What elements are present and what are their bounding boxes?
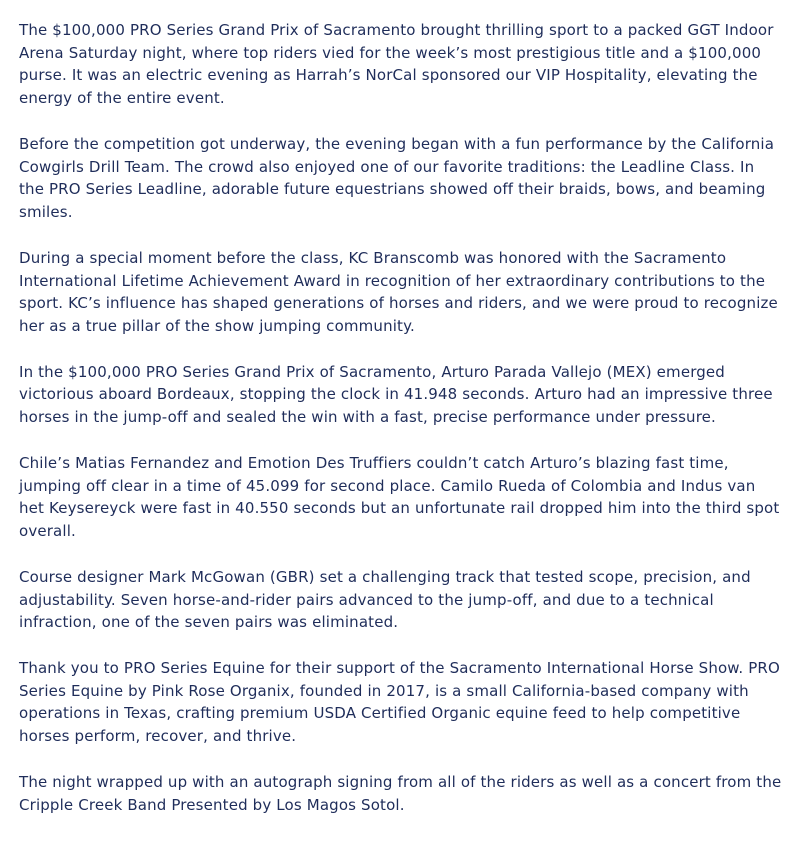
paragraph-winner: In the $100,000 PRO Series Grand Prix of Sacramento, Arturo Parada Vallejo (MEX) emerged victorious aboard Bordeaux, stopping the clock in 41.948 seconds. Arturo had an impressive three horses in the jump-off and sealed the win with a fast, precise performance under pressure.: [19, 362, 773, 427]
paragraph-closing: The night wrapped up with an autograph signing from all of the riders as well as a concert from the Cripple Creek Band Presented by Los Magos Sotol.: [19, 772, 782, 814]
paragraph-opening-events: Before the competition got underway, the evening began with a fun performance by the California Cowgirls Drill Team. The crowd also enjoyed one of our favorite traditions: the Leadline Class. In the PRO Series Leadline, adorable future equestrians showed off their braids, bows, and beaming smiles.: [19, 134, 775, 222]
paragraph-intro: The $100,000 PRO Series Grand Prix of Sacramento brought thrilling sport to a packed GGT Indoor Arena Saturday night, where top riders vied for the week’s most prestigious title and a $100,000 purse. It was an electric evening as Harrah’s NorCal sponsored our VIP Hospitality, elevating the energy of the entire event.: [19, 21, 774, 108]
paragraph-lifetime-award: During a special moment before the class, KC Branscomb was honored with the Sacramento International Lifetime Achievement Award in recognition of her extraordinary contributions to the sport. KC’s influence has shaped generations of horses and riders, and we were proud to recognize her as a true pillar of the show jumping community.: [19, 248, 778, 335]
paragraph-placings: Chile’s Matias Fernandez and Emotion Des Truffiers couldn’t catch Arturo’s blazing fast time, jumping off clear in a time of 45.099 for second place. Camilo Rueda of Colombia and Indus van het Keysereyck were fast in 40.550 seconds but an unfortunate rail dropped him into the third spot overall.: [19, 453, 780, 541]
paragraph-course-designer: Course designer Mark McGowan (GBR) set a challenging track that tested scope, precision, and adjustability. Seven horse-and-rider pairs advanced to the jump-off, and due to a technical infraction, one of the seven pairs was eliminated.: [19, 567, 751, 632]
paragraph-sponsor: Thank you to PRO Series Equine for their support of the Sacramento International Horse Show. PRO Series Equine by Pink Rose Organix, founded in 2017, is a small California-based company with operations in Texas, crafting premium USDA Certified Organic equine feed to help competitive horses perform, recover, and thrive.: [19, 659, 780, 746]
